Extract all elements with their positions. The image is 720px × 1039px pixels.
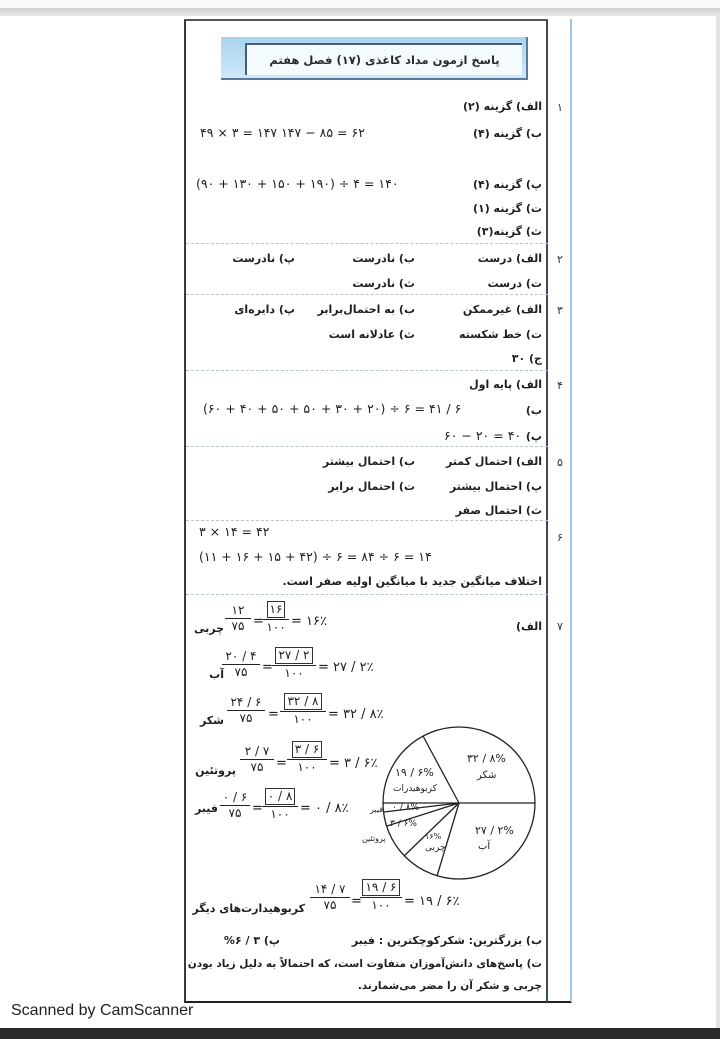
question-number: ۱: [557, 101, 563, 114]
answer-label: ث) احتمال صفر: [455, 504, 542, 517]
equals-sign: =: [276, 756, 287, 771]
answer-label: پ) نادرست: [232, 252, 295, 265]
row-divider: [186, 370, 548, 371]
numerator: ۲۴ / ۶: [230, 695, 262, 709]
numerator: ۲۰ / ۴: [225, 649, 257, 663]
row-divider: [186, 446, 548, 447]
answer-label: ت) گزینه (۱): [472, 202, 542, 215]
answer-label: ث) عادلانه است: [328, 328, 415, 341]
equals-sign: =: [262, 660, 273, 675]
fraction: [272, 647, 316, 681]
equals-sign: =: [268, 707, 279, 722]
calculation: (۹۰ + ۱۳۰ + ۱۵۰ + ۱۹۰) ÷ ۴ = ۱۴۰: [196, 176, 399, 191]
answer-label: الف): [515, 620, 542, 633]
denominator: ۱۰۰: [284, 666, 304, 680]
question-number-column: [548, 19, 572, 1003]
row-divider: [186, 294, 548, 295]
pie-label-carb: کربوهیدرات: [393, 784, 437, 794]
numerator: ۱۲: [231, 603, 245, 617]
pie-label-protein-value: ۳ / ۶%: [390, 819, 417, 829]
percent-result: = ۱۶٪: [291, 614, 327, 629]
calculation: (۱۱ + ۱۶ + ۱۵ + ۴۲) ÷ ۶ = ۸۴ ÷ ۶ = ۱۴: [199, 549, 432, 564]
percent-result: = ۱۹ / ۶٪: [404, 894, 460, 909]
nutrient-label: آب: [209, 668, 224, 681]
pie-label-sugar-value: ۳۲ / ۸%: [467, 752, 506, 765]
boxed-answer: ۲۷ / ۲: [275, 647, 312, 664]
equals-sign: =: [252, 801, 263, 816]
denominator: ۱۰۰: [297, 760, 317, 774]
boxed-answer: ۳۲ / ۸: [284, 693, 321, 710]
denominator: ۱۰۰: [270, 807, 290, 821]
percent-result: = ۳ / ۶٪: [329, 756, 378, 771]
answer-label: کوچکترین : فیبر: [351, 934, 440, 947]
question-number: ۷: [557, 620, 563, 633]
numerator: ۰ / ۶: [222, 790, 248, 804]
conclusion-text: اختلاف میانگین جدید با میانگین اولیه صفر است.: [282, 575, 542, 588]
question-number: ۴: [557, 379, 563, 392]
fraction: [310, 882, 350, 913]
denominator: ۱۰۰: [371, 898, 391, 912]
row-divider: [186, 243, 548, 244]
calculation: ۳ × ۱۴ = ۴۲: [199, 524, 270, 539]
denominator: ۷۵: [234, 665, 248, 679]
pie-label-protein: پروتئین: [362, 834, 386, 843]
fraction: [360, 879, 402, 913]
page-title: پاسخ ازمون مداد کاغذی (۱۷) فصل هفتم: [245, 43, 522, 75]
fraction: [240, 744, 274, 775]
answer-label: الف) گزینه (۲): [463, 100, 542, 113]
question-number: ۶: [557, 531, 563, 544]
answer-label: ب) نادرست: [352, 252, 415, 265]
answer-label: الف) درست: [477, 252, 542, 265]
explanation-text: چربی و شکر آن را مضر می‌شمارند.: [357, 980, 542, 992]
pie-label-fiber: فیبر: [370, 805, 384, 814]
fraction: [220, 790, 250, 821]
calculation: ۶۰ − ۲۰ = ۴۰: [444, 428, 522, 443]
calculation: (۶۰ + ۴۰ + ۵۰ + ۵۰ + ۳۰ + ۲۰) ÷ ۶ = ۴۱ / ۶: [203, 401, 462, 416]
question-number: ۵: [557, 456, 563, 469]
fraction: [225, 603, 251, 634]
pie-label-fat-value: ۱۶%: [425, 832, 442, 841]
question-number: ۳: [557, 304, 563, 317]
fraction: [263, 601, 289, 635]
answer-label: الف) احتمال کمتر: [445, 455, 542, 468]
row-divider: [186, 520, 548, 521]
answer-label: ث) گزینه(۳): [476, 225, 542, 238]
nutrient-label: فیبر: [194, 802, 218, 815]
nutrient-label: شکر: [199, 714, 224, 727]
answer-label: پ) احتمال بیشتر: [449, 480, 542, 493]
answer-label: ب) به احتمال‌برابر: [317, 303, 415, 316]
answer-label: الف) غیرممکن: [462, 303, 542, 316]
fraction: [222, 649, 260, 680]
explanation-text: ت) پاسخ‌های دانش‌آموزان متفاوت است، که احتمالاً به دلیل زیاد بودن: [187, 958, 542, 970]
answer-label: ج) ۳۰: [511, 352, 542, 365]
fraction: [280, 693, 326, 727]
denominator: ۷۵: [250, 760, 264, 774]
pie-label-water-value: ۲۷ / ۲%: [475, 824, 514, 837]
camscanner-watermark: Scanned by CamScanner: [11, 1002, 194, 1019]
answer-label: پ) دایره‌ای: [234, 303, 295, 316]
answer-label: پ): [525, 430, 542, 443]
answer-label: پ) گزینه (۴): [472, 178, 542, 191]
answer-label: ب) احتمال بیشتر: [322, 455, 415, 468]
fraction: [287, 741, 327, 775]
answer-label: ت) درست: [487, 277, 542, 290]
answer-label: ب) گزینه (۴): [472, 127, 542, 140]
denominator: ۷۵: [323, 898, 337, 912]
denominator: ۷۵: [231, 619, 245, 633]
boxed-answer: ۱۹ / ۶: [362, 879, 399, 896]
row-divider: [186, 594, 548, 595]
answer-label: ت) احتمال برابر: [328, 480, 415, 493]
fraction: [262, 788, 298, 822]
denominator: ۷۵: [239, 711, 253, 725]
page-edge-shadow: [0, 8, 720, 16]
answer-label: ب): [525, 404, 542, 417]
equals-sign: =: [351, 894, 362, 909]
equals-sign: =: [253, 614, 264, 629]
numerator: ۱۴ / ۷: [314, 882, 346, 896]
boxed-answer: ۰ / ۸: [265, 788, 296, 805]
percent-result: = ۰ / ۸٪: [300, 801, 349, 816]
answer-label: پ) ۳ / ۶%: [223, 934, 280, 947]
denominator: ۱۰۰: [266, 620, 286, 634]
percent-result: = ۲۷ / ۲٪: [318, 660, 374, 675]
nutrient-label: چربی: [193, 622, 224, 635]
nutrient-label: کربوهیدارت‌های دیگر: [192, 902, 305, 915]
percent-result: = ۳۲ / ۸٪: [328, 707, 384, 722]
answer-label: ث) نادرست: [352, 277, 415, 290]
pie-label-fiber-value: ۰ / ۸%: [392, 803, 419, 813]
pie-label-water: آب: [478, 841, 491, 852]
denominator: ۱۰۰: [293, 712, 313, 726]
answer-label: ب) بزرگترین: شکر: [440, 934, 542, 947]
denominator: ۷۵: [228, 806, 242, 820]
question-number: ۲: [557, 253, 563, 266]
top-margin: [0, 0, 720, 8]
calculation: ۴۹ × ۳ = ۱۴۷ ۱۴۷ − ۸۵ = ۶۲: [200, 125, 365, 140]
pie-label-fat: چربی: [425, 843, 446, 853]
fraction: [227, 695, 265, 726]
nutrient-label: پروتئین: [195, 764, 236, 777]
pie-label-sugar: شکر: [477, 770, 497, 781]
boxed-answer: ۱۶: [267, 601, 286, 618]
answer-label: الف) پایه اول: [469, 378, 542, 391]
answer-label: ت) خط شکسته: [458, 328, 542, 341]
numerator: ۲ / ۷: [244, 744, 270, 758]
boxed-answer: ۳ / ۶: [292, 741, 323, 758]
pie-label-carb-value: ۱۹ / ۶%: [395, 766, 434, 779]
